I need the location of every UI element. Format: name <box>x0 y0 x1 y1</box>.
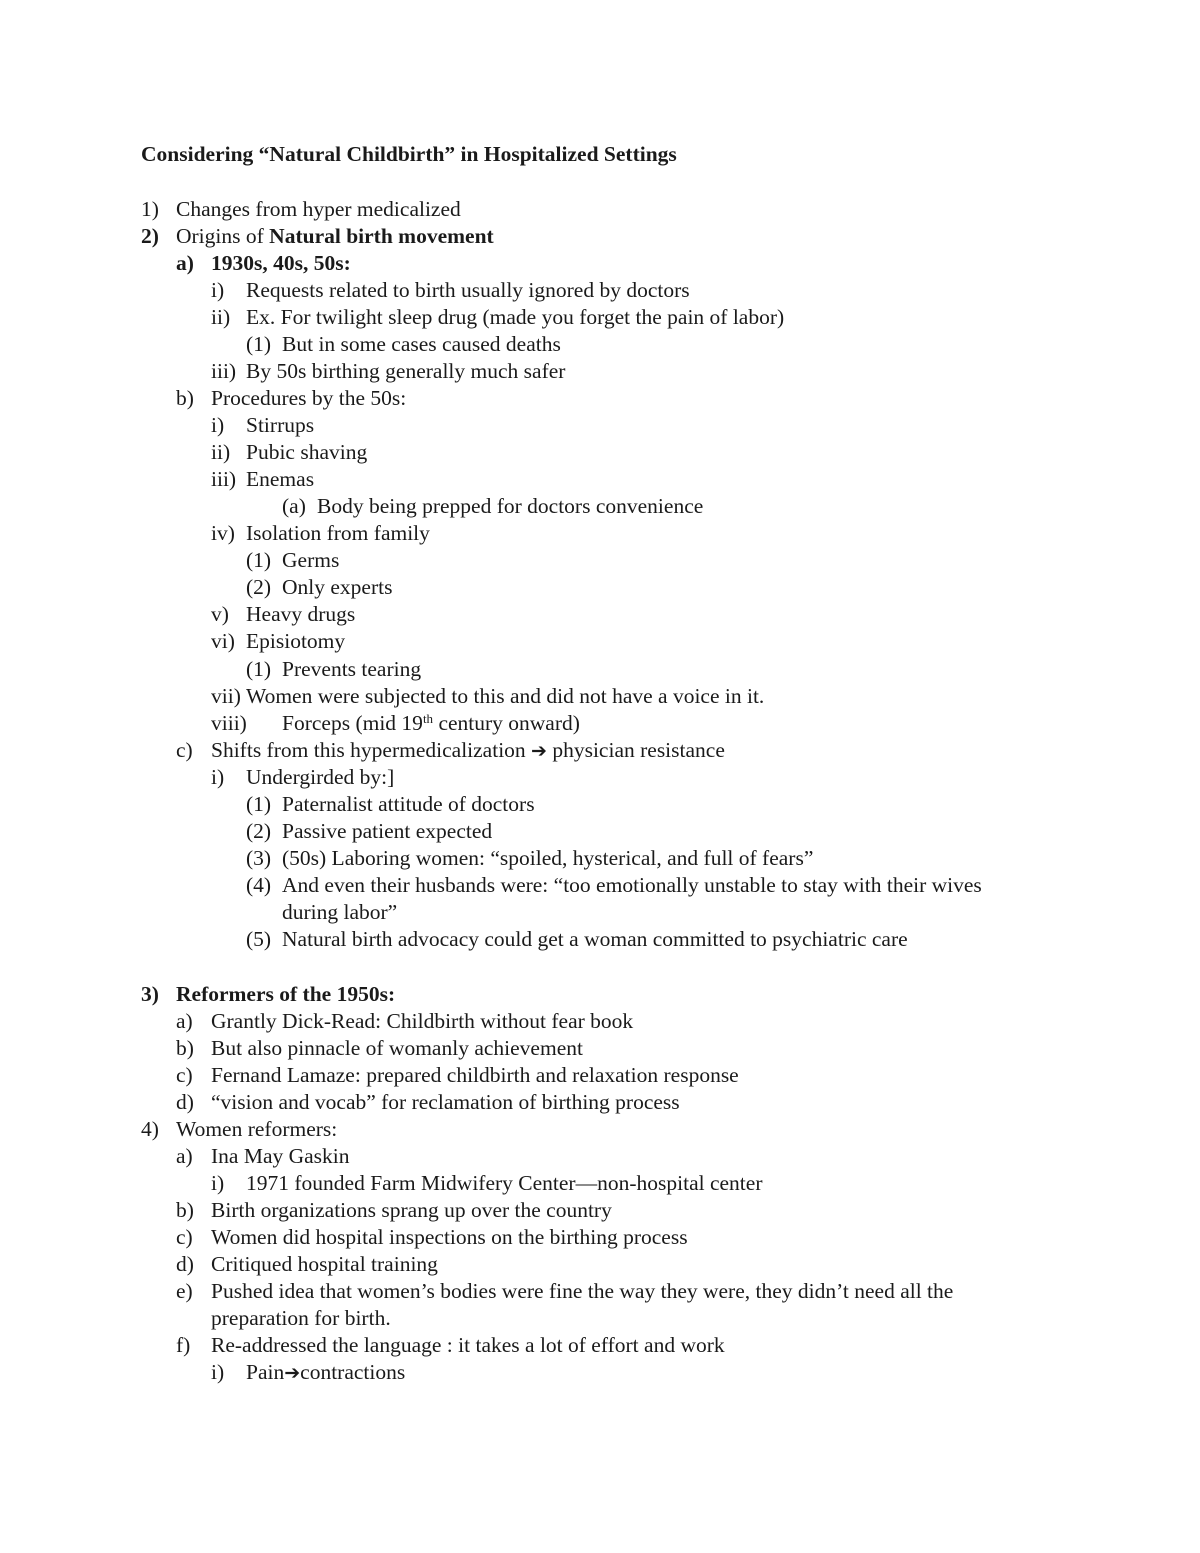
item-marker: (5) <box>246 927 272 951</box>
item-text-continued: during labor” <box>282 900 398 924</box>
item-text: Re-addressed the language : it takes a lot of effort and work <box>211 1333 725 1357</box>
item-marker: c) <box>176 1063 193 1087</box>
item-text: 1930s, 40s, 50s: <box>211 251 351 275</box>
item-marker: (1) <box>246 657 272 681</box>
item-text: Pushed idea that women’s bodies were fine the way they were, they didn’t need all the <box>211 1279 954 1303</box>
item-marker: a) <box>176 251 194 275</box>
item-text: (50s) Laboring women: “spoiled, hysterical, and full of fears” <box>282 846 814 870</box>
item-text: Procedures by the 50s: <box>211 386 407 410</box>
item-marker: b) <box>176 1198 194 1222</box>
item-text: And even their husbands were: “too emotionally unstable to stay with their wives <box>282 873 982 897</box>
item-marker: iii) <box>211 359 237 383</box>
item-text: Critiqued hospital training <box>211 1252 438 1276</box>
item-text: Episiotomy <box>246 629 346 653</box>
item-text-continued: preparation for birth. <box>211 1306 391 1330</box>
item-text: Women did hospital inspections on the birthing process <box>211 1225 688 1249</box>
document-title: Considering “Natural Childbirth” in Hospitalized Settings <box>141 142 677 166</box>
item-text: 1971 founded Farm Midwifery Center—non-hospital center <box>246 1171 763 1195</box>
item-text: Requests related to birth usually ignored by doctors <box>246 278 690 302</box>
item-marker: v) <box>211 602 229 626</box>
item-marker: (2) <box>246 819 272 843</box>
item-text: Germs <box>282 548 340 572</box>
item-text-bold: Natural birth movement <box>269 224 494 248</box>
item-text: Women were subjected to this and did not have a voice in it. <box>246 684 765 708</box>
item-text-suffix: contractions <box>300 1360 406 1384</box>
item-marker: i) <box>211 765 225 789</box>
item-text: Reformers of the 1950s: <box>176 982 396 1006</box>
right-arrow-icon: ➔ <box>284 1362 301 1384</box>
item-text <box>211 737 725 765</box>
item-text: Grantly Dick-Read: Childbirth without fear book <box>211 1009 634 1033</box>
item-text: Changes from hyper medicalized <box>176 197 461 221</box>
item-text-prefix: Pain <box>246 1360 285 1384</box>
item-marker: i) <box>211 1360 225 1384</box>
item-text: Pubic shaving <box>246 440 368 464</box>
item-marker: c) <box>176 1225 193 1249</box>
item-text: Only experts <box>282 575 393 599</box>
right-arrow-icon: ➔ <box>531 740 547 762</box>
item-marker: c) <box>176 738 193 762</box>
item-text-suffix: physician resistance <box>546 738 725 762</box>
item-marker: 1) <box>141 197 159 221</box>
item-marker: (1) <box>246 332 272 356</box>
item-marker: i) <box>211 278 225 302</box>
item-marker: vii) <box>211 684 241 708</box>
item-marker: 3) <box>141 982 159 1006</box>
item-text-suffix: century onward) <box>433 711 580 735</box>
item-text: Passive patient expected <box>282 819 493 843</box>
item-text: By 50s birthing generally much safer <box>246 359 566 383</box>
item-text: Enemas <box>246 467 315 491</box>
item-text <box>246 1359 405 1387</box>
item-text: Body being prepped for doctors convenience <box>317 494 704 518</box>
item-text <box>176 223 494 250</box>
item-marker: 4) <box>141 1117 159 1141</box>
item-marker: viii) <box>211 711 247 735</box>
item-marker: a) <box>176 1144 193 1168</box>
item-marker: ii) <box>211 305 231 329</box>
item-marker: a) <box>176 1009 193 1033</box>
item-text: Undergirded by:] <box>246 765 395 789</box>
item-text: Natural birth advocacy could get a woman committed to psychiatric care <box>282 927 908 951</box>
item-marker: iii) <box>211 467 237 491</box>
item-marker: 2) <box>141 224 159 248</box>
item-marker: ii) <box>211 440 231 464</box>
item-marker: iv) <box>211 521 235 545</box>
item-text: But in some cases caused deaths <box>282 332 561 356</box>
item-text: Paternalist attitude of doctors <box>282 792 535 816</box>
item-marker: f) <box>176 1333 191 1357</box>
item-text: Women reformers: <box>176 1117 338 1141</box>
item-marker: (a) <box>282 494 306 518</box>
item-text: But also pinnacle of womanly achievement <box>211 1036 583 1060</box>
item-marker: (1) <box>246 792 272 816</box>
item-text-prefix: Shifts from this hypermedicalization <box>211 738 532 762</box>
item-text-prefix: Origins of <box>176 224 270 248</box>
item-text: “vision and vocab” for reclamation of birthing process <box>211 1090 680 1114</box>
item-marker: (3) <box>246 846 272 870</box>
item-marker: d) <box>176 1252 194 1276</box>
item-text: Heavy drugs <box>246 602 356 626</box>
item-marker: e) <box>176 1279 193 1303</box>
item-marker: vi) <box>211 629 235 653</box>
item-text: Isolation from family <box>246 521 430 545</box>
item-marker: (4) <box>246 873 272 897</box>
item-marker: (1) <box>246 548 272 572</box>
item-text: Stirrups <box>246 413 315 437</box>
item-text: Birth organizations sprang up over the country <box>211 1198 612 1222</box>
item-marker: b) <box>176 386 194 410</box>
item-marker: b) <box>176 1036 194 1060</box>
item-marker: (2) <box>246 575 272 599</box>
item-marker: i) <box>211 1171 225 1195</box>
ordinal-suffix: th <box>422 711 434 726</box>
item-text <box>282 710 580 737</box>
item-text-prefix: Forceps (mid 19 <box>282 711 423 735</box>
item-text: Fernand Lamaze: prepared childbirth and relaxation response <box>211 1063 739 1087</box>
item-text: Ina May Gaskin <box>211 1144 350 1168</box>
item-marker: d) <box>176 1090 194 1114</box>
item-text: Prevents tearing <box>282 657 422 681</box>
item-marker: i) <box>211 413 225 437</box>
item-text: Ex. For twilight sleep drug (made you forget the pain of labor) <box>246 305 785 329</box>
